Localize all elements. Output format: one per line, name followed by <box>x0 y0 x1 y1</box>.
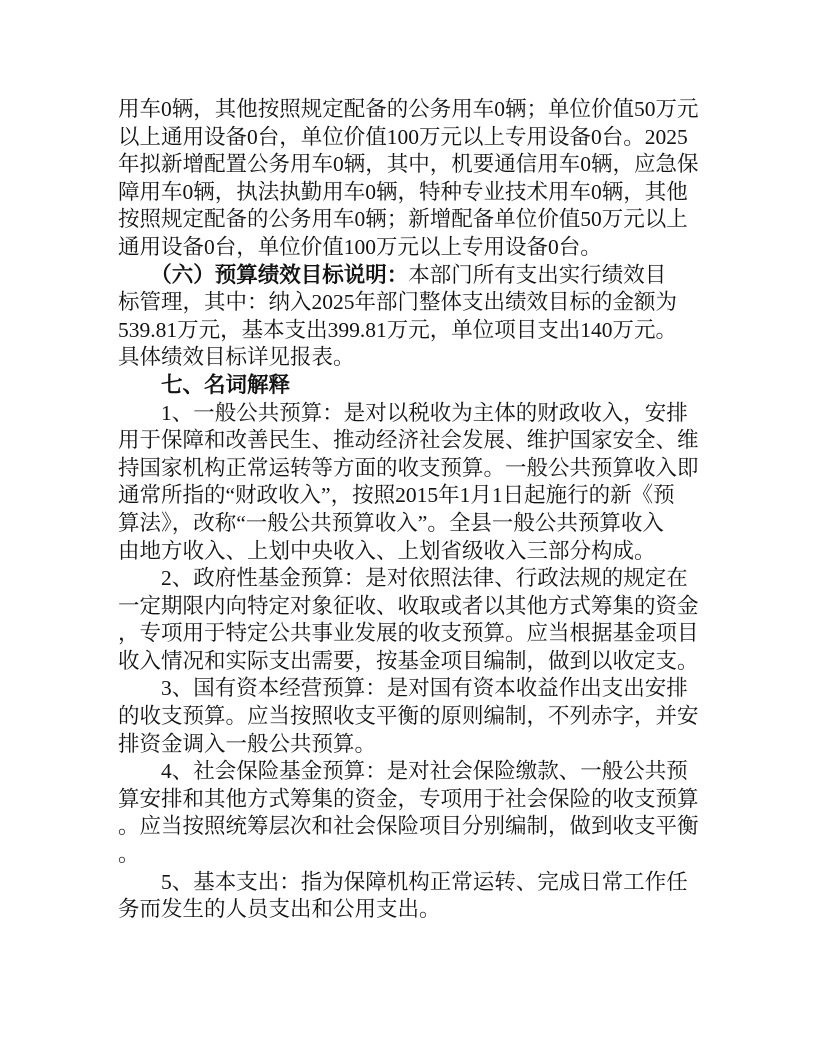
text-segment: 本部门所有支出实行绩效目 <box>408 262 667 287</box>
text-segment: 。 <box>118 842 140 867</box>
text-line <box>118 786 704 814</box>
text-line <box>118 896 704 924</box>
text-segment: 年拟新增配置公务用车0辆，其中，机要通信用车0辆，应急保 <box>118 152 699 177</box>
text-line <box>118 206 704 234</box>
text-line <box>118 262 704 290</box>
text-line <box>118 538 704 566</box>
text-segment: 用于保障和改善民生、推动经济社会发展、维护国家安全、维 <box>118 428 699 453</box>
text-segment: 具体绩效目标详见报表。 <box>118 345 355 370</box>
text-segment: 收入情况和实际支出需要，按基金项目编制，做到以收定支。 <box>118 648 699 673</box>
text-line <box>118 151 704 179</box>
text-segment: 5、基本支出：指为保障机构正常运转、完成日常工作任 <box>118 869 688 894</box>
text-segment: 持国家机构正常运转等方面的收支预算。一般公共预算收入即 <box>118 455 699 480</box>
text-line <box>118 648 704 676</box>
text-line <box>118 620 704 648</box>
text-segment: 通用设备0台，单位价值100万元以上专用设备0台。 <box>118 234 602 259</box>
text-segment: 算安排和其他方式筹集的资金，专项用于社会保险的收支预算 <box>118 786 699 811</box>
text-segment: 。应当按照统筹层次和社会保险项目分别编制，做到收支平衡 <box>118 814 699 839</box>
text-line <box>118 510 704 538</box>
text-line <box>118 317 704 345</box>
text-line <box>118 841 704 869</box>
text-line <box>118 234 704 262</box>
text-segment: 由地方收入、上划中央收入、上划省级收入三部分构成。 <box>118 538 656 563</box>
text-line <box>118 96 704 124</box>
text-line <box>118 593 704 621</box>
text-line <box>118 372 704 400</box>
text-line <box>118 482 704 510</box>
text-segment: 3、国有资本经营预算：是对国有资本收益作出支出安排 <box>118 676 688 701</box>
text-segment: 4、社会保险基金预算：是对社会保险缴款、一般公共预 <box>118 759 688 784</box>
text-segment: 障用车0辆，执法执勤用车0辆，特种专业技术用车0辆，其他 <box>118 179 688 204</box>
text-line <box>118 565 704 593</box>
text-line <box>118 758 704 786</box>
text-segment: 的收支预算。应当按照收支平衡的原则编制，不列赤字，并安 <box>118 704 699 729</box>
heading-text-segment: 七、名词解释 <box>118 372 291 397</box>
text-segment: 通常所指的“财政收入”，按照2015年1月1日起施行的新《预 <box>118 483 675 508</box>
text-line <box>118 179 704 207</box>
text-line <box>118 869 704 897</box>
text-line <box>118 344 704 372</box>
text-segment: 2、政府性基金预算：是对依照法律、行政法规的规定在 <box>118 566 688 591</box>
text-segment: 算法》，改称“一般公共预算收入”。全县一般公共预算收入 <box>118 510 664 535</box>
text-line <box>118 289 704 317</box>
text-line <box>118 813 704 841</box>
text-segment: 务而发生的人员支出和公用支出。 <box>118 897 441 922</box>
text-segment: 标管理，其中：纳入2025年部门整体支出绩效目标的金额为 <box>118 290 678 315</box>
text-segment: 以上通用设备0台，单位价值100万元以上专用设备0台。2025 <box>118 124 688 149</box>
text-line <box>118 675 704 703</box>
heading-text-segment: （六）预算绩效目标说明： <box>118 262 409 287</box>
text-segment: 排资金调入一般公共预算。 <box>118 731 377 756</box>
text-line <box>118 124 704 152</box>
text-segment: 按照规定配备的公务用车0辆；新增配备单位价值50万元以上 <box>118 207 688 232</box>
text-line <box>118 455 704 483</box>
text-segment: ，专项用于特定公共事业发展的收支预算。应当根据基金项目 <box>118 621 699 646</box>
text-line <box>118 703 704 731</box>
text-segment: 1、一般公共预算：是对以税收为主体的财政收入，安排 <box>118 400 688 425</box>
text-line <box>118 427 704 455</box>
text-line <box>118 400 704 428</box>
text-segment: 539.81万元，基本支出399.81万元，单位项目支出140万元。 <box>118 317 678 342</box>
text-line <box>118 731 704 759</box>
text-block <box>118 96 704 924</box>
text-segment: 一定期限内向特定对象征收、收取或者以其他方式筹集的资金 <box>118 593 699 618</box>
text-segment: 用车0辆，其他按照规定配备的公务用车0辆；单位价值50万元 <box>118 97 699 121</box>
